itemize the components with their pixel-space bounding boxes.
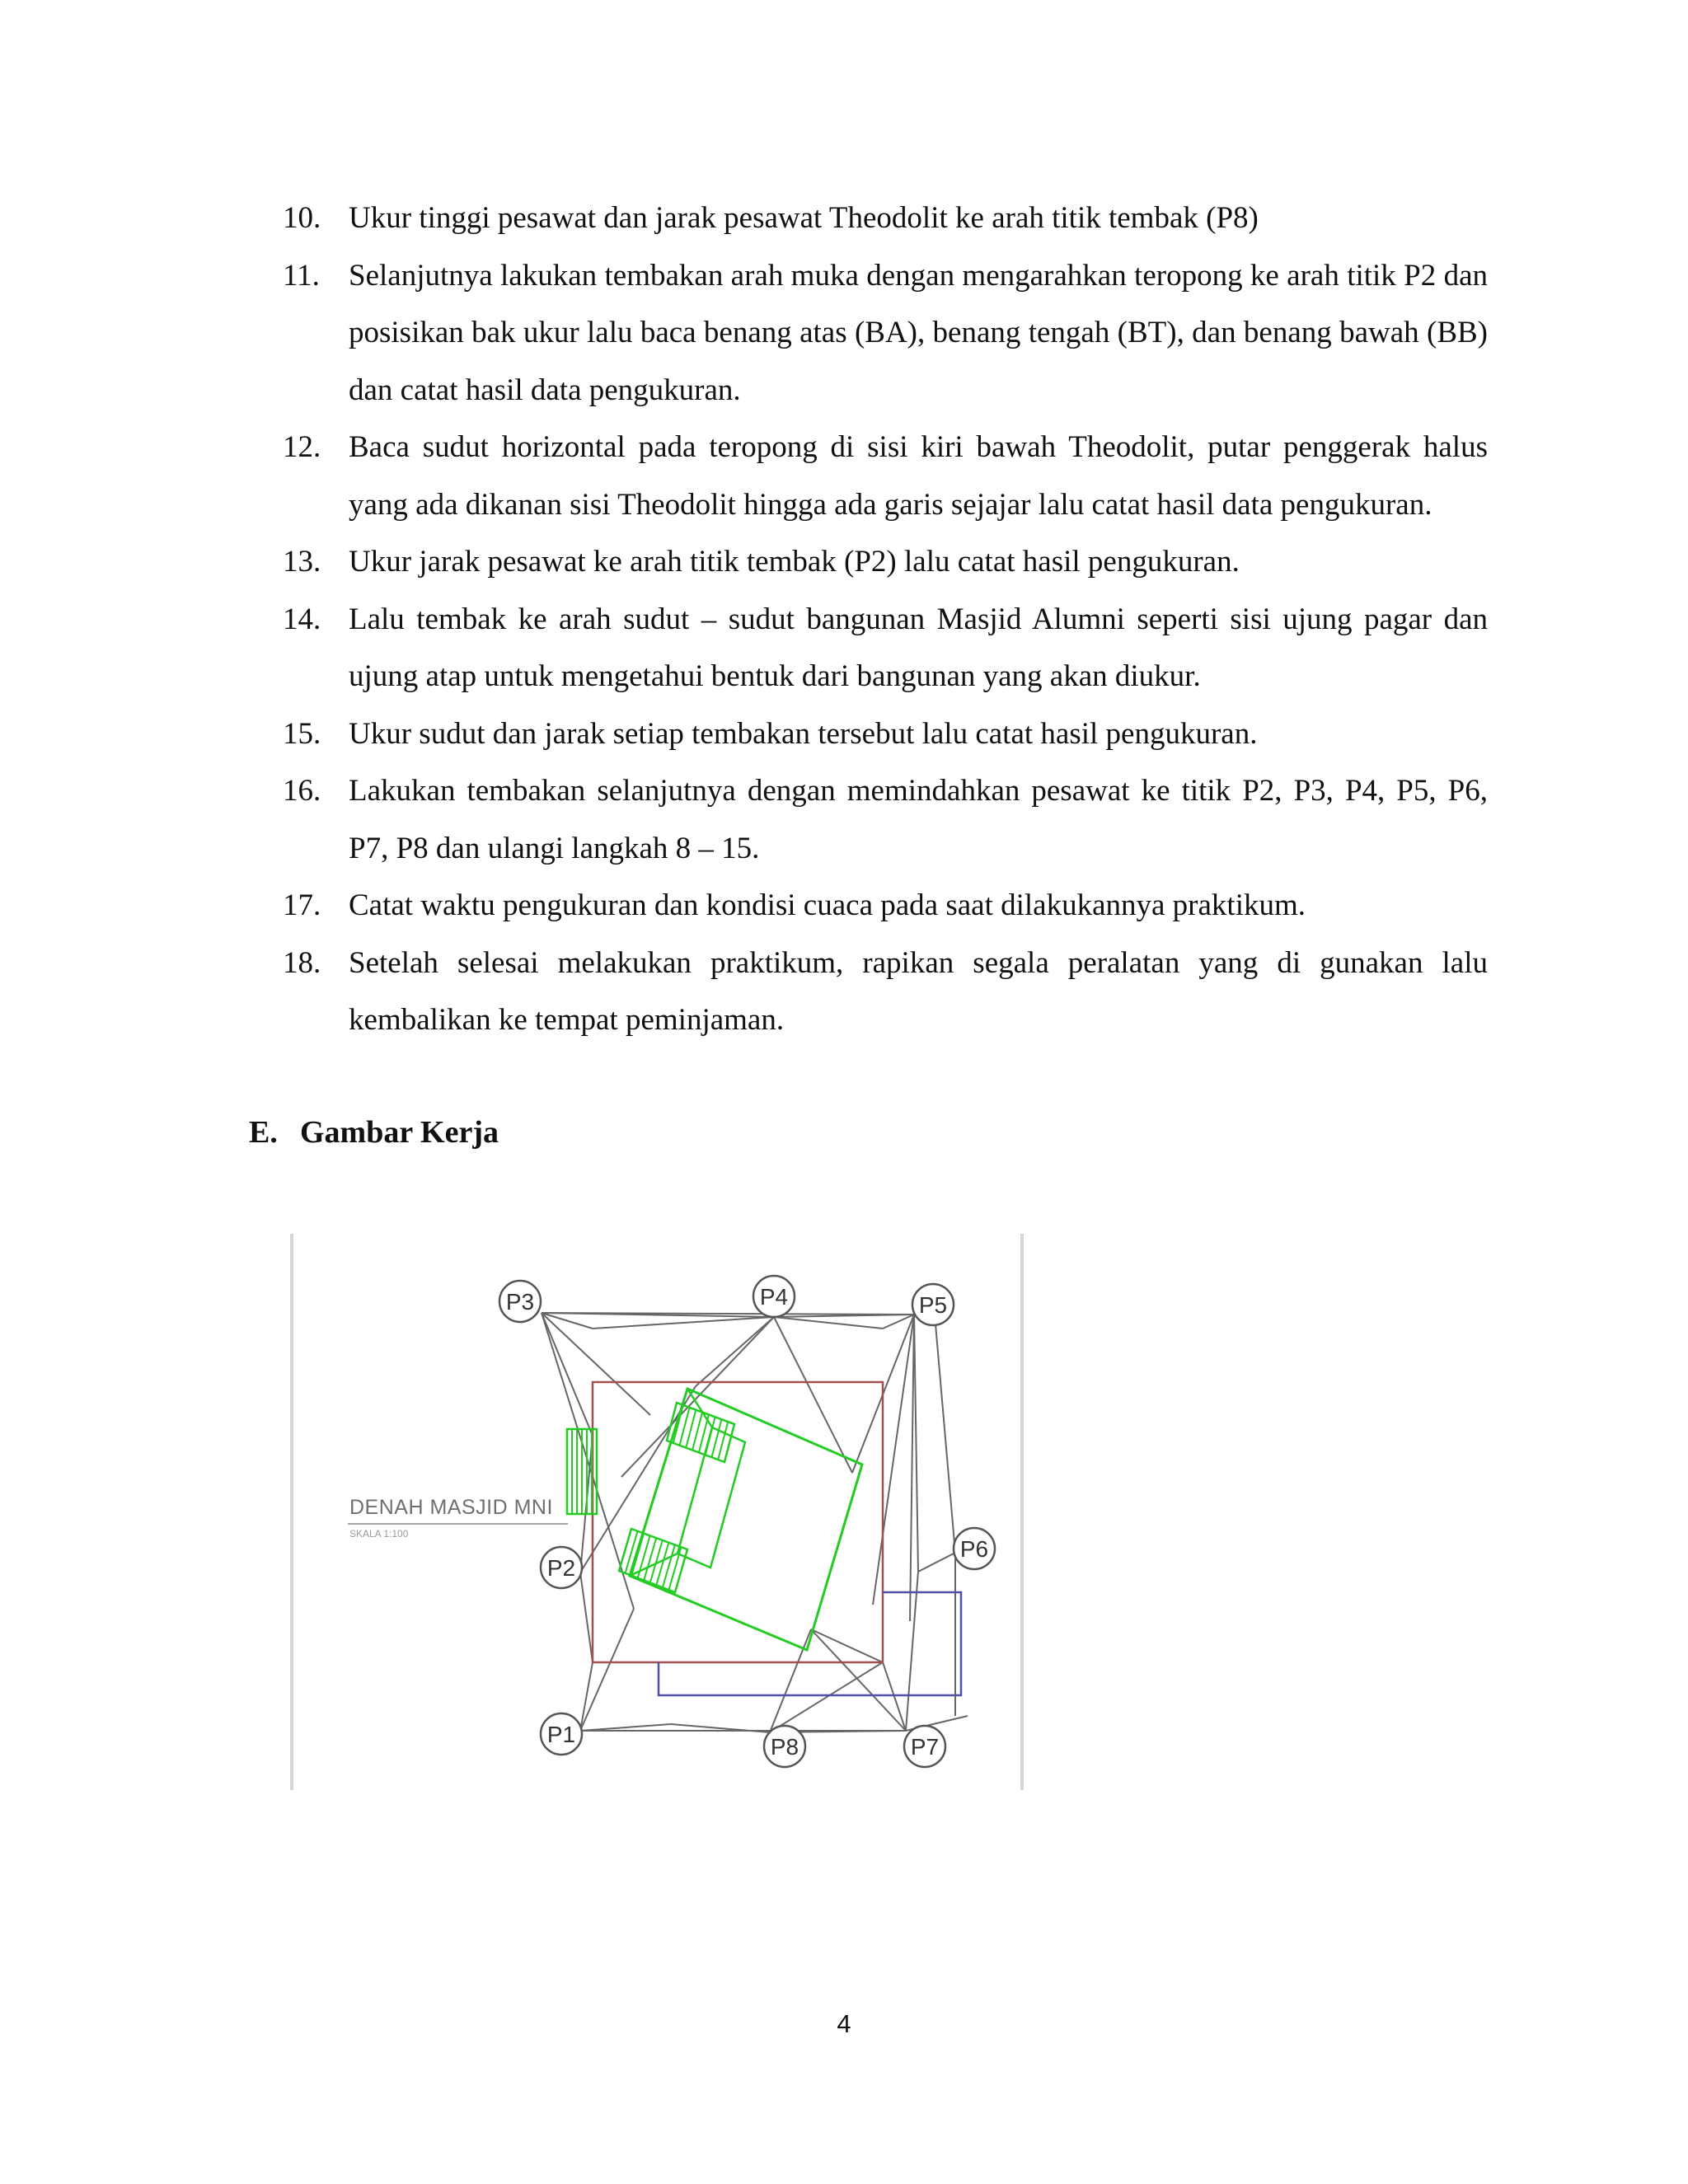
survey-point-p6-label: P6 — [959, 1536, 989, 1562]
procedure-steps-list — [283, 190, 1488, 1049]
stair-hatch-bottom-tread — [663, 1544, 675, 1587]
step-item — [283, 190, 1488, 247]
survey-line — [811, 1629, 906, 1731]
step-number: 17. — [283, 888, 321, 922]
stair-hatch-bottom-tread — [668, 1547, 681, 1590]
survey-line — [910, 1315, 914, 1621]
plan-scale: SKALA 1:100 — [349, 1528, 409, 1540]
step-item — [283, 533, 1488, 591]
step-item — [283, 935, 1488, 1049]
survey-line — [774, 1317, 883, 1329]
survey-line — [935, 1315, 955, 1553]
survey-line — [770, 1629, 811, 1732]
stair-hatch-bottom-tread — [644, 1538, 656, 1580]
survey-line — [906, 1572, 918, 1731]
site-plan-drawing — [284, 1230, 1025, 1792]
survey-line — [883, 1662, 906, 1731]
step-text: Baca sudut horizontal pada teropong di sisi kiri bawah Theodolit, putar penggerak halus yang ada dikanan sisi Theodolit hingga ada garis sejajar lalu catat hasil data pengukuran. — [349, 430, 1488, 522]
step-number: 14. — [283, 602, 321, 636]
survey-point-p4-label: P4 — [759, 1284, 789, 1310]
survey-line — [580, 1662, 593, 1731]
survey-point-p7-label: P7 — [910, 1734, 940, 1760]
survey-line — [914, 1315, 918, 1572]
stair-hatch-bottom-tread — [656, 1543, 668, 1586]
step-number: 11. — [283, 258, 320, 293]
step-item — [283, 762, 1488, 877]
step-number: 15. — [283, 716, 321, 751]
step-text: Ukur tinggi pesawat dan jarak pesawat Theodolit ke arah titik tembak (P8) — [349, 201, 1259, 235]
survey-line — [770, 1662, 883, 1732]
step-item — [283, 419, 1488, 533]
step-number: 10. — [283, 201, 321, 235]
step-number: 18. — [283, 945, 321, 980]
page-number: 4 — [837, 2009, 851, 2038]
section-title: Gambar Kerja — [300, 1115, 499, 1150]
section-heading — [249, 1104, 499, 1161]
survey-line — [811, 1629, 883, 1662]
survey-line — [580, 1724, 671, 1731]
survey-point-p1-label: P1 — [546, 1722, 576, 1747]
survey-line — [774, 1317, 852, 1473]
survey-line — [580, 1572, 593, 1662]
step-text: Catat waktu pengukuran dan kondisi cuaca pada saat dilakukannya praktikum. — [349, 888, 1306, 922]
step-item — [283, 705, 1488, 763]
survey-point-p5-label: P5 — [918, 1292, 948, 1318]
survey-line — [696, 1317, 774, 1386]
step-text: Lalu tembak ke arah sudut – sudut bangunan Masjid Alumni seperti sisi ujung pagar dan ujung atap untuk mengetahui bentuk dari bangunan yang akan diukur. — [349, 602, 1488, 693]
survey-line — [593, 1317, 774, 1329]
survey-point-p2-label: P2 — [546, 1555, 576, 1581]
survey-point-p8-label: P8 — [770, 1734, 799, 1760]
survey-point-p3-label: P3 — [505, 1289, 535, 1315]
step-text: Ukur sudut dan jarak setiap tembakan tersebut lalu catat hasil pengukuran. — [349, 716, 1258, 751]
step-text: Lakukan tembakan selanjutnya dengan memindahkan pesawat ke titik P2, P3, P4, P5, P6, P7, P8 dan ulangi langkah 8 – 15. — [349, 774, 1488, 865]
building-outline — [630, 1389, 862, 1650]
survey-line — [873, 1315, 914, 1605]
step-item — [283, 247, 1488, 419]
step-number: 12. — [283, 430, 321, 464]
step-item — [283, 877, 1488, 935]
step-number: 13. — [283, 545, 321, 579]
step-text: Setelah selesai melakukan praktikum, rapikan segala peralatan yang di gunakan lalu kembalikan ke tempat peminjaman. — [349, 945, 1488, 1037]
section-letter: E. — [249, 1115, 278, 1150]
site-plan-figure — [284, 1230, 1025, 1792]
step-number: 16. — [283, 774, 321, 808]
step-item — [283, 591, 1488, 705]
step-text: Selanjutnya lakukan tembakan arah muka dengan mengarahkan teropong ke arah titik P2 dan posisikan bak ukur lalu baca benang atas (BA), benang tengah (BT), dan benang bawah (BB) dan catat hasil data pengukuran. — [349, 258, 1488, 407]
survey-line — [542, 1313, 593, 1436]
step-text: Ukur jarak pesawat ke arah titik tembak (P2) lalu catat hasil pengukuran. — [349, 545, 1240, 579]
plan-title: DENAH MASJID MNI — [349, 1496, 553, 1519]
survey-line — [918, 1553, 955, 1572]
